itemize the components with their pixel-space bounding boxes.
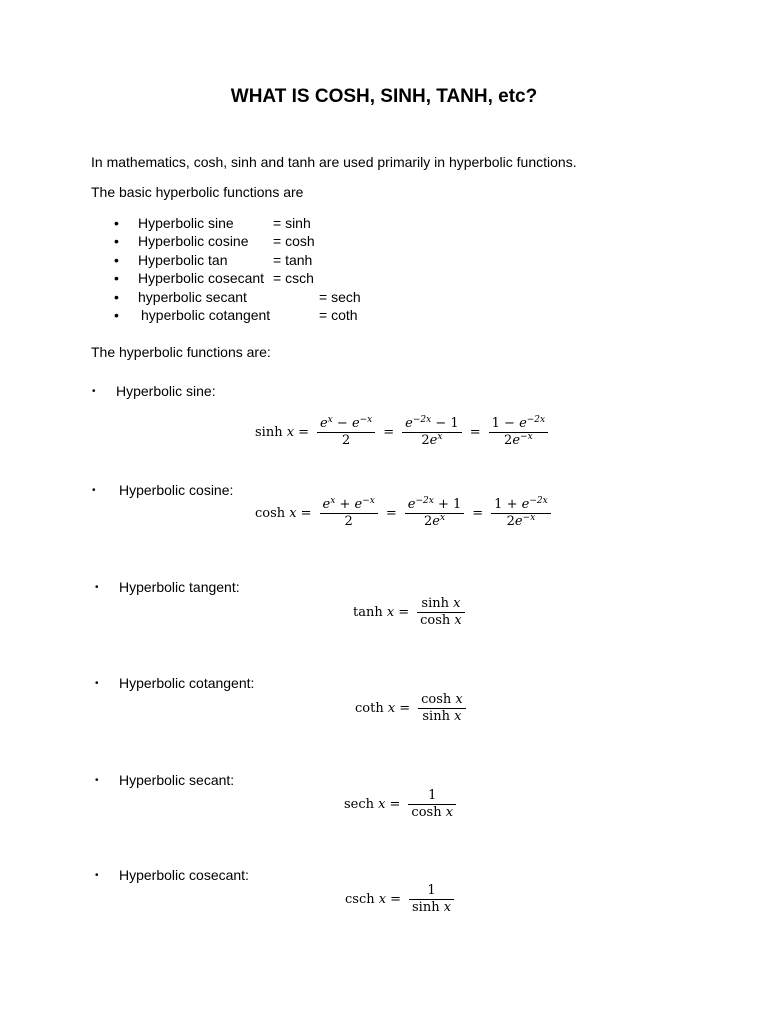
list-item-abbr: = sinh [273, 215, 311, 231]
bullet: • [114, 270, 119, 286]
section-label-cosh: Hyperbolic cosine: [119, 482, 234, 498]
fraction: $\frac{e^x + e^{-x}}{2}$ [320, 497, 378, 530]
formula-cosh: cosh x = $\frac{e^x + e^{-x}}{2}$ = $\frac{e^{-2x} + 1}{2e^x}$ = $\frac{1 + e^{-2x}}{2e^{-x}}$ [255, 497, 555, 530]
section-label-tanh: Hyperbolic tangent: [119, 579, 240, 595]
fraction: $\frac{\text{sinh x}}{\text{cosh x}}$ [417, 596, 465, 629]
fraction: $\frac{\text{cosh x}}{\text{sinh x}}$ [418, 692, 466, 725]
list-item-name: hyperbolic secant [138, 289, 247, 305]
fraction: $\frac{1 + e^{-2x}}{2e^{-x}}$ [491, 497, 551, 530]
list-item-name: Hyperbolic tan [138, 252, 228, 268]
formula-csch: csch x = $\frac{1}{\text{sinh x}}$ [345, 883, 458, 916]
list-item-abbr: = cosh [273, 233, 315, 249]
list-item-name: Hyperbolic cosecant [138, 270, 265, 286]
bullet: • [95, 775, 99, 786]
list-item-abbr: = csch [273, 270, 314, 286]
formula-coth: coth x = $\frac{\text{cosh x}}{\text{sinh x}}$ [355, 692, 470, 725]
functions-heading: The hyperbolic functions are: [91, 344, 271, 360]
fraction: $\frac{1}{\text{cosh x}}$ [408, 788, 456, 821]
bullet: • [114, 215, 119, 231]
fraction: $\frac{1 - e^{-2x}}{2e^{-x}}$ [489, 416, 549, 449]
basic-functions-heading: The basic hyperbolic functions are [91, 184, 304, 200]
bullet: • [92, 386, 96, 397]
intro-paragraph: In mathematics, cosh, sinh and tanh are used primarily in hyperbolic functions. [91, 154, 577, 170]
list-item-abbr: = sech [319, 289, 361, 305]
formula-sech: sech x = $\frac{1}{\text{cosh x}}$ [344, 788, 460, 821]
fraction: $\frac{e^x - e^{-x}}{2}$ [317, 416, 375, 449]
list-item-name: Hyperbolic cosine [138, 233, 249, 249]
bullet: • [114, 307, 119, 323]
bullet: • [95, 678, 99, 689]
bullet: • [92, 485, 96, 496]
list-item-name: Hyperbolic sine [138, 215, 234, 231]
bullet: • [95, 870, 99, 881]
section-label-coth: Hyperbolic cotangent: [119, 675, 255, 691]
page-title: WHAT IS COSH, SINH, TANH, etc? [230, 86, 538, 107]
list-item-abbr: = coth [319, 307, 358, 323]
formula-tanh: tanh x = $\frac{\text{sinh x}}{\text{cosh x}}$ [353, 596, 469, 629]
list-item-name: hyperbolic cotangent [141, 307, 271, 323]
formula-sinh: sinh x = $\frac{e^x - e^{-x}}{2}$ = $\frac{e^{-2x} - 1}{2e^x}$ = $\frac{1 - e^{-2x}}{2e^{-x}}$ [255, 416, 552, 449]
section-label-sech: Hyperbolic secant: [119, 772, 235, 788]
bullet: • [114, 252, 119, 268]
fraction: $\frac{1}{\text{sinh x}}$ [409, 883, 454, 916]
bullet: • [114, 289, 119, 305]
fraction: $\frac{e^{-2x} + 1}{2e^x}$ [405, 497, 465, 530]
bullet: • [114, 233, 119, 249]
section-label-sinh: Hyperbolic sine: [116, 383, 216, 399]
list-item-abbr: = tanh [273, 252, 313, 268]
section-label-csch: Hyperbolic cosecant: [119, 867, 249, 883]
bullet: • [95, 582, 99, 593]
fraction: $\frac{e^{-2x} - 1}{2e^x}$ [402, 416, 462, 449]
